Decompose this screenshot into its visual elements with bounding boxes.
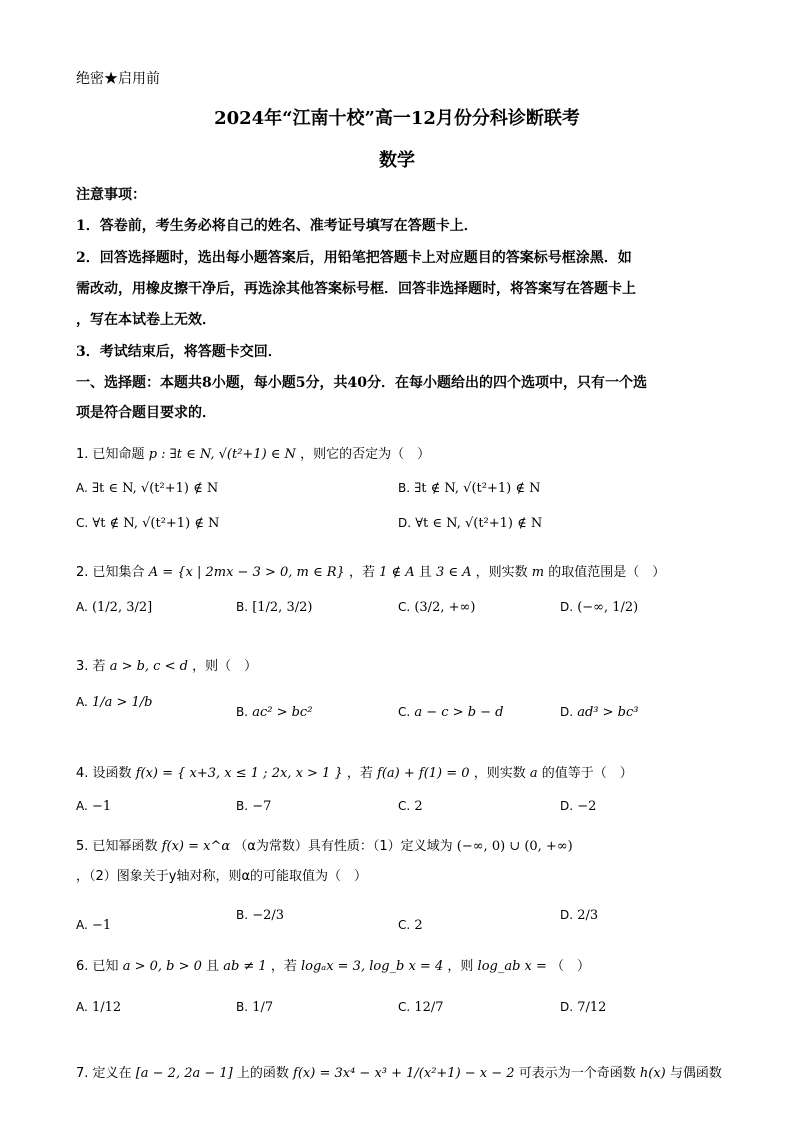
exam-title: 2024年“江南十校”高一12月份分科诊断联考	[214, 108, 580, 129]
note-item-1: 1．答卷前，考生务必将自己的姓名、准考证号填写在答题卡上．	[76, 218, 478, 234]
q7-function: f(x) = 3x⁴ − x³ + 1/(x²+1) − x − 2	[293, 1066, 515, 1081]
q3-option-c[interactable]: C. a − c > b − d	[398, 705, 504, 720]
q4-option-c[interactable]: C. 2	[398, 799, 423, 814]
q6-option-d[interactable]: D. 7/12	[560, 1000, 607, 1015]
q1-option-c[interactable]: C. ∀t ∉ N, √(t²+1) ∉ N	[76, 516, 220, 531]
q3-condition: a > b, c < d	[109, 659, 188, 674]
q3-option-d[interactable]: D. ad³ > bc³	[560, 705, 639, 720]
q1-option-a[interactable]: A. ∃t ∈ N, √(t²+1) ∉ N	[76, 481, 219, 496]
q5-option-a[interactable]: A. −1	[76, 918, 112, 933]
q4-option-b[interactable]: B. −7	[236, 799, 272, 814]
notes-heading: 注意事项：	[76, 187, 146, 203]
q6-option-b[interactable]: B. 1/7	[236, 1000, 274, 1015]
q2-option-d[interactable]: D. (−∞, 1/2)	[560, 600, 639, 615]
section-heading-cont: 项是符合题目要求的．	[76, 405, 216, 421]
question-7: 7. 定义在 [a − 2, 2a − 1] 上的函数 f(x) = 3x⁴ − x³ + 1/(x²+1) − x − 2 可表示为一个奇函数 h(x) 与偶函数	[76, 1066, 722, 1081]
note-item-2: 2．回答选择题时，选出每小题答案后，用铅笔把答题卡上对应题目的答案标号框涂黑．如	[76, 250, 632, 266]
question-4: 4. 设函数 f(x) = { x+3, x ≤ 1 ; 2x, x > 1 } ，若 f(a) + f(1) = 0 ，则实数 a 的值等于（ ）	[76, 766, 633, 781]
q2-set-expression: A = {x | 2mx − 3 > 0, m ∈ R}	[148, 565, 345, 580]
question-3: 3. 若 a > b, c < d ，则（ ）	[76, 659, 258, 674]
q5-option-c[interactable]: C. 2	[398, 918, 423, 933]
q2-option-c[interactable]: C. (3/2, +∞)	[398, 600, 476, 615]
note-item-3: 3．考试结束后，将答题卡交回．	[76, 344, 282, 360]
question-6: 6. 已知 a > 0, b > 0 且 ab ≠ 1 ，若 logₐx = 3, log_b x = 4 ，则 log_ab x = （ ）	[76, 959, 591, 974]
q2-option-b[interactable]: B. [1/2, 3/2)	[236, 600, 313, 615]
q5-option-b[interactable]: B. −2/3	[236, 908, 285, 923]
q4-piecewise-function: f(x) = { x+3, x ≤ 1 ; 2x, x > 1 }	[135, 766, 343, 781]
section-heading: 一、选择题：本题共8小题，每小题5分，共40分．在每小题给出的四个选项中，只有一个选	[76, 375, 647, 391]
q1-option-d[interactable]: D. ∀t ∈ N, √(t²+1) ∉ N	[398, 516, 543, 531]
q4-option-a[interactable]: A. −1	[76, 799, 112, 814]
q5-option-d[interactable]: D. 2/3	[560, 908, 599, 923]
q1-option-b[interactable]: B. ∃t ∉ N, √(t²+1) ∉ N	[398, 481, 541, 496]
note-item-2-end: ，写在本试卷上无效．	[76, 312, 216, 328]
q6-option-a[interactable]: A. 1/12	[76, 1000, 122, 1015]
question-2: 2. 已知集合 A = {x | 2mx − 3 > 0, m ∈ R} ，若 1 ∉ A 且 3 ∈ A ，则实数 m 的取值范围是（ ）	[76, 565, 666, 580]
q6-option-c[interactable]: C. 12/7	[398, 1000, 444, 1015]
q3-option-b[interactable]: B. ac² > bc²	[236, 705, 313, 720]
q2-option-a[interactable]: A. (1/2, 3/2]	[76, 600, 153, 615]
secret-label: 绝密★启用前	[76, 71, 160, 87]
subject-title: 数学	[379, 150, 415, 171]
q1-expression: p : ∃t ∈ N, √(t²+1) ∈ N	[148, 447, 296, 462]
question-1: 1. 已知命题 p : ∃t ∈ N, √(t²+1) ∈ N ，则它的否定为（ ）	[76, 447, 431, 462]
question-5: 5. 已知幂函数 f(x) = x^α （α为常数）具有性质：（1）定义域为 (−∞, 0) ∪ (0, +∞)	[76, 839, 573, 854]
question-5-cont: ，（2）图象关于y轴对称，则α的可能取值为（ ）	[76, 869, 368, 884]
q3-option-a[interactable]: A. 1/a > 1/b	[76, 695, 153, 710]
q4-option-d[interactable]: D. −2	[560, 799, 597, 814]
note-item-2-cont: 需改动，用橡皮擦干净后，再选涂其他答案标号框．回答非选择题时，将答案写在答题卡上	[76, 281, 636, 297]
q5-power-function: f(x) = x^α	[161, 839, 231, 854]
